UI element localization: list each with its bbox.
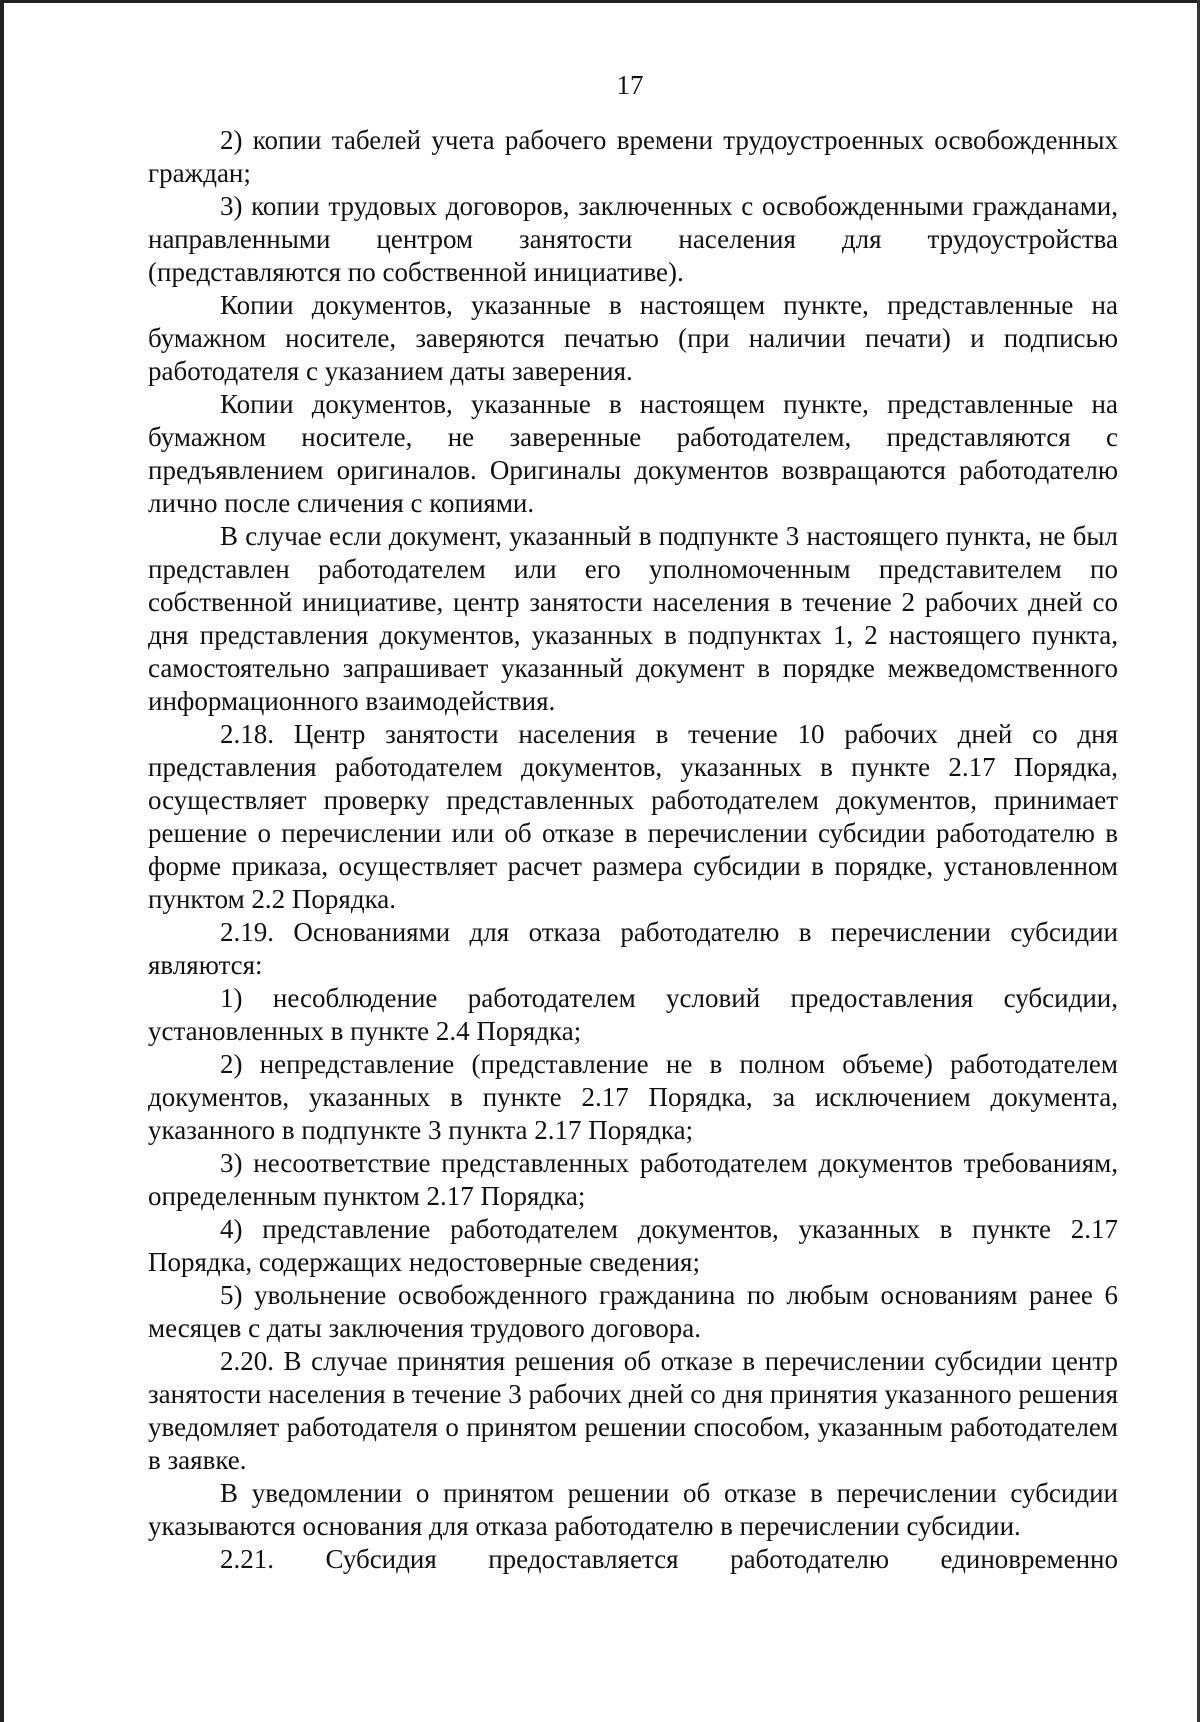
paragraph: 2.19. Основаниями для отказа работодателю в перечислении субсидии являются: <box>148 917 1118 980</box>
paragraph: 2) копии табелей учета рабочего времени трудоустроенных освобожденных граждан; <box>148 125 1118 188</box>
paragraph: 2.20. В случае принятия решения об отказе в перечислении субсидии центр занятости населения в течение 3 рабочих дней со дня принятия указанного решения уведомляет работодателя о принятом решении способом, указанным работодателем в заявке. <box>148 1346 1118 1475</box>
document-body <box>148 124 1118 1576</box>
scan-border-left <box>0 0 4 1722</box>
paragraph: 1) несоблюдение работодателем условий предоставления субсидии, установленных в пункте 2.4 Порядка; <box>148 983 1118 1046</box>
paragraph: 5) увольнение освобожденного гражданина по любым основаниям ранее 6 месяцев с даты заключения трудового договора. <box>148 1280 1118 1343</box>
scan-border-top <box>0 0 1200 3</box>
paragraph: 3) несоответствие представленных работодателем документов требованиям, определенным пунктом 2.17 Порядка; <box>148 1148 1118 1211</box>
paragraph: 2.18. Центр занятости населения в течение 10 рабочих дней со дня представления работодателем документов, указанных в пункте 2.17 Порядка, осуществляет проверку представленных работодателем документов, принимает решение о перечислении или об отказе в перечислении субсидии работодателю в форме приказа, осуществляет расчет размера субсидии в порядке, установленном пунктом 2.2 Порядка. <box>148 719 1118 914</box>
paragraph: Копии документов, указанные в настоящем пункте, представленные на бумажном носителе, заверяются печатью (при наличии печати) и подписью работодателя с указанием даты заверения. <box>148 290 1118 386</box>
paragraph: 3) копии трудовых договоров, заключенных с освобожденными гражданами, направленными центром занятости населения для трудоустройства (представляются по собственной инициативе). <box>148 191 1118 287</box>
paragraph: Копии документов, указанные в настоящем пункте, представленные на бумажном носителе, не заверенные работодателем, представляются с предъявлением оригиналов. Оригиналы документов возвращаются работодателю лично после сличения с копиями. <box>148 389 1118 518</box>
page-number: 17 <box>616 70 644 100</box>
paragraph: В уведомлении о принятом решении об отказе в перечислении субсидии указываются основания для отказа работодателю в перечислении субсидии. <box>148 1478 1118 1541</box>
paragraph: 2.21. Субсидия предоставляется работодателю единовременно <box>220 1544 1118 1574</box>
paragraph: 4) представление работодателем документов, указанных в пункте 2.17 Порядка, содержащих недостоверные сведения; <box>148 1214 1118 1277</box>
paragraph: В случае если документ, указанный в подпункте 3 настоящего пункта, не был представлен работодателем или его уполномоченным представителем по собственной инициативе, центр занятости населения в течение 2 рабочих дней со дня представления документов, указанных в подпунктах 1, 2 настоящего пункта, самостоятельно запрашивает указанный документ в порядке межведомственного информационного взаимодействия. <box>148 521 1118 716</box>
paragraph: 2) непредставление (представление не в полном объеме) работодателем документов, указанных в пункте 2.17 Порядка, за исключением документа, указанного в подпункте 3 пункта 2.17 Порядка; <box>148 1049 1118 1145</box>
